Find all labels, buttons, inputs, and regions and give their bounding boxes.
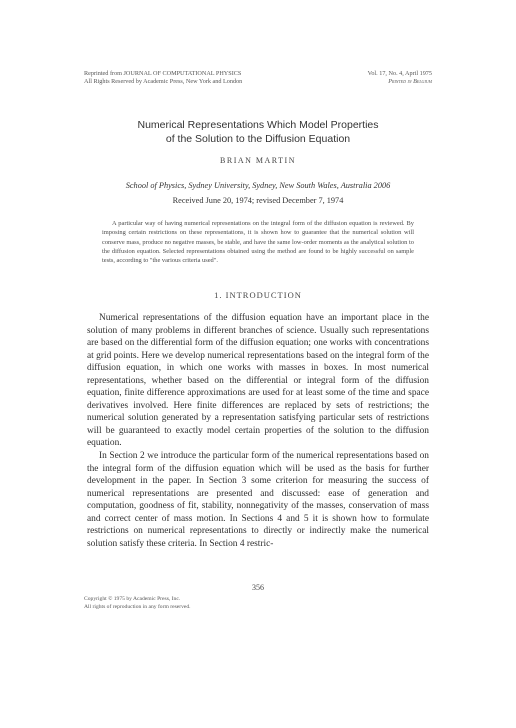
- title-line-2: of the Solution to the Diffusion Equation: [165, 133, 351, 145]
- title-line-1: Numerical Representations Which Model Properties: [137, 119, 379, 131]
- body-text: [87, 312, 429, 550]
- section-heading: 1. INTRODUCTION: [214, 290, 302, 300]
- rights-line: All Rights Reserved by Academic Press, New York and London: [84, 78, 243, 85]
- author-name: BRIAN MARTIN: [220, 156, 296, 165]
- journal-reprint-info: [84, 70, 242, 86]
- page-number: 356: [252, 583, 264, 592]
- reprint-line: Reprinted from JOURNAL OF COMPUTATIONAL PHYSICS: [84, 70, 242, 77]
- paragraph: Numerical representations of the diffusion equation have an important place in the solution of many problems in different branches of science. Usually such representations are based on the differential form of the diffusion equation; one works with concentrations at grid points. Here we develop numerical representations based on the integral form of the diffusion equation, in which one works with masses in boxes. In most numerical representations, whether based on the differential or integral form of the diffusion equation, finite difference approximations are used for at least some of the time and space derivatives involved. Here finite differences are replaced by sets of restrictions; the numerical solution generated by a representation satisfying particular sets of restrictions will be guaranteed to exactly model certain properties of the solution to the diffusion equation.: [87, 313, 429, 449]
- received-dates: Received June 20, 1974; revised December 7, 1974: [172, 196, 344, 205]
- printed-line: Printed in Belgium: [388, 78, 432, 85]
- journal-volume-info: [368, 70, 432, 86]
- copyright-footer: [84, 595, 191, 611]
- volume-line: Vol. 17, No. 4, April 1975: [367, 70, 432, 77]
- reproduction-line: All rights of reproduction in any form reserved.: [84, 604, 191, 610]
- paper-title: [60, 118, 456, 146]
- paragraph: In Section 2 we introduce the particular form of the numerical representations based on the integral form of the diffusion equation which will be used as the basis for further development in the paper. In Section 3 some criterion for measuring the success of numerical representations are presented and discussed: ease of generation and computation, goodness of fit, stability, nonnegativity of the masses, conservation of mass and correct center of mass motion. In Sections 4 and 5 it is shown how to formulate restrictions on numerical representations to directly or indirectly make the numerical solution satisfy these criteria. In Section 4 restric-: [87, 451, 429, 549]
- abstract: A particular way of having numerical representations on the integral form of the diffusion equation is reviewed. By imposing certain restrictions on these representations, it is shown how to guarantee that the numerical solution will conserve mass, produce no negative masses, be stable, and have the same low-order moments as the analytical solution to the diffusion equation. Selected representations obtained using the method are found to be highly successful on sample tests, according to "the various criteria used".: [102, 220, 414, 265]
- copyright-line: Copyright © 1975 by Academic Press, Inc.: [84, 596, 181, 602]
- author-affiliation: School of Physics, Sydney University, Sydney, New South Wales, Australia 2006: [125, 181, 391, 190]
